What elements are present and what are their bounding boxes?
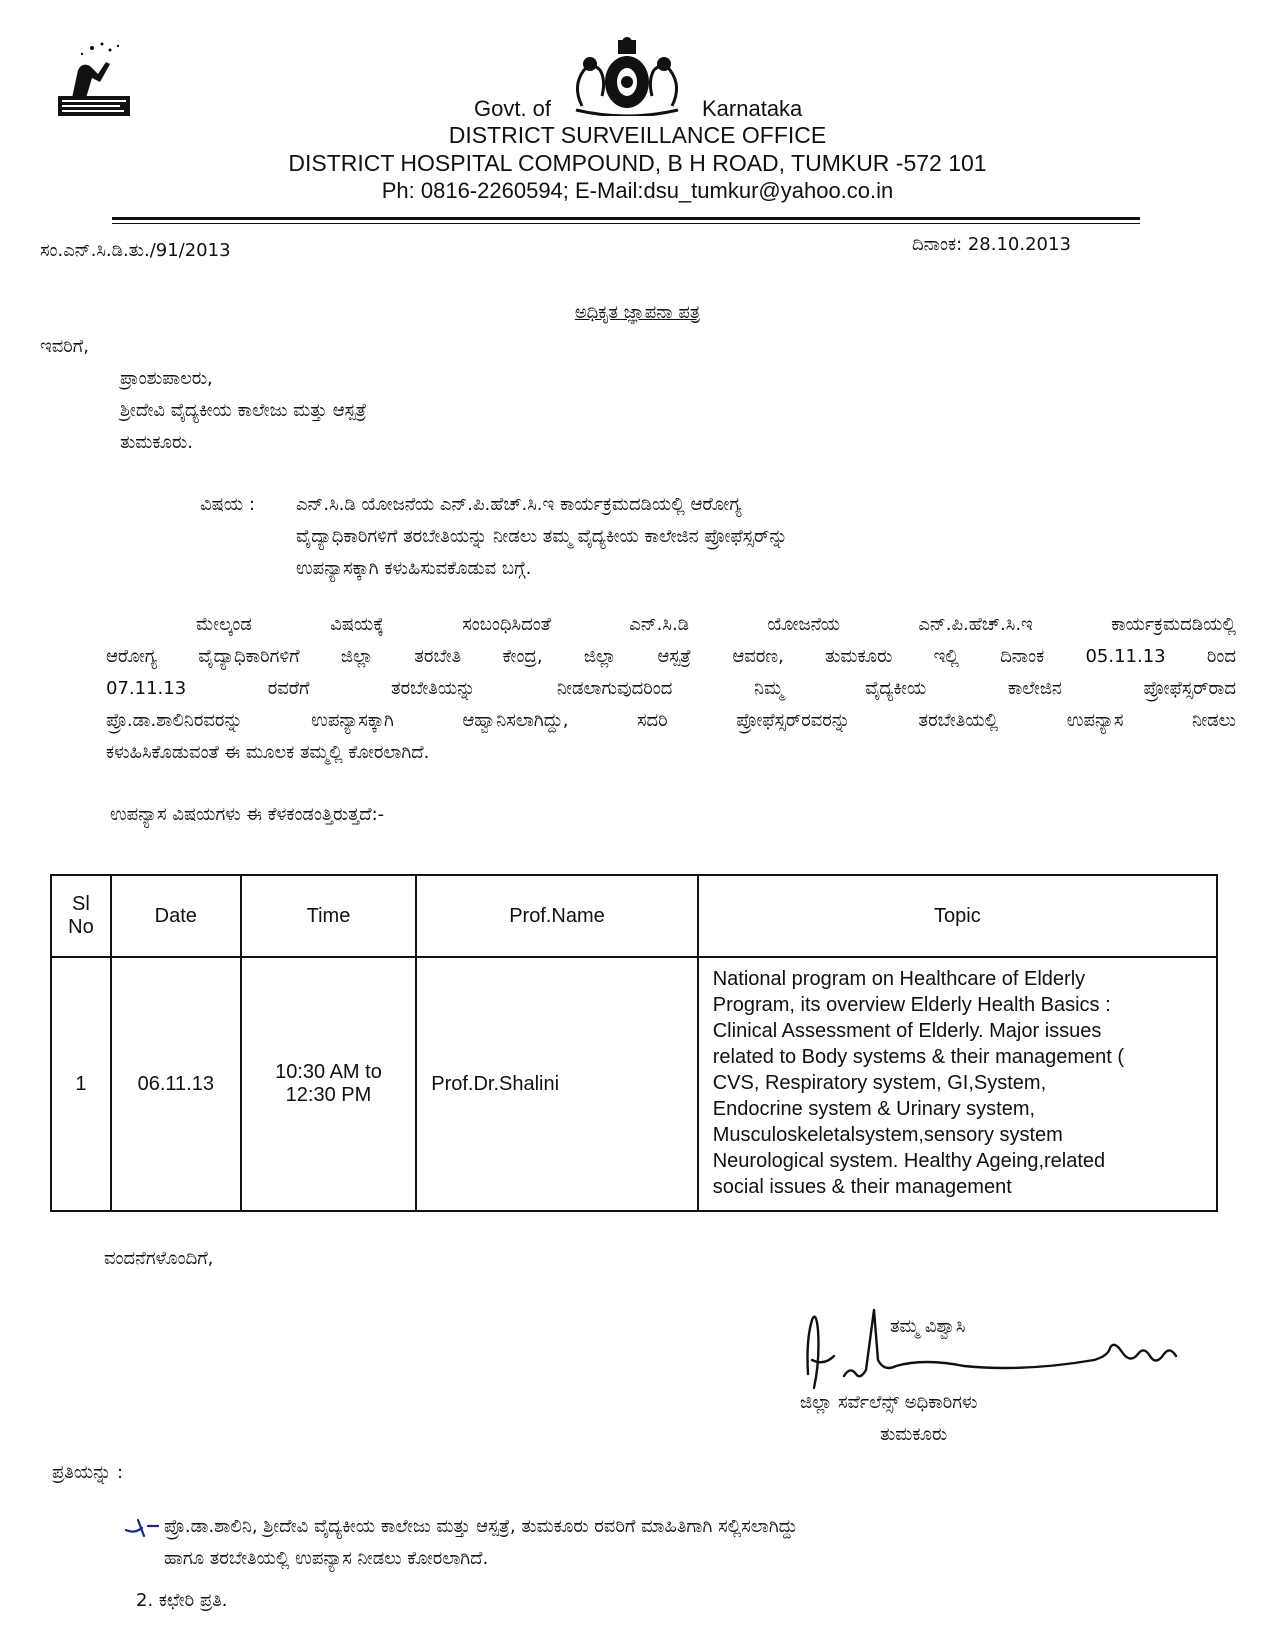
copy-item-2: 2. ಕಛೇರಿ ಪ್ರತಿ. (136, 1590, 228, 1611)
letter-date: ದಿನಾಂಕ: 28.10.2013 (912, 234, 1071, 255)
copies-label: ಪ್ರತಿಯನ್ನು : (52, 1462, 124, 1483)
topic-line: Musculoskeletalsystem,sensory system (712, 1124, 1063, 1146)
copy-item-1: ಪ್ರೊ.ಡಾ.ಶಾಲಿನಿ, ಶ್ರೀದೇವಿ ವೈದ್ಯಕೀಯ ಕಾಲೇಜು ಮತ್ತು ಆಸ್ಪತ್ರೆ, ತುಮಕೂರು ರವರಿಗೆ ಮಾಹಿತಿಗಾಗಿ ಸಲ್ಲಿಸಲಾಗಿದ್ದು (164, 1516, 798, 1537)
letterhead-office: DISTRICT SURVEILLANCE OFFICE (448, 122, 827, 148)
letterhead-govt-of: Govt. of (474, 96, 552, 121)
cell-prof-name: Prof.Dr.Shalini (416, 957, 698, 1211)
cell-time-line: 12:30 PM (285, 1084, 372, 1106)
cell-time-line: 10:30 AM to (275, 1061, 382, 1083)
topic-line: social issues & their management (712, 1176, 1012, 1198)
subject-line: ಉಪನ್ಯಾಸಕ್ಕಾಗಿ ಕಳುಹಿಸುವಕೊಡುವ ಬಗ್ಗೆ. (296, 558, 532, 579)
recipient-line: ಶ್ರೀದೇವಿ ವೈದ್ಯಕೀಯ ಕಾಲೇಜು ಮತ್ತು ಆಸ್ಪತ್ರೆ (120, 400, 367, 421)
topic-line: Program, its overview Elderly Health Basics : (712, 994, 1111, 1016)
header-sl-no-line: Sl (72, 893, 90, 915)
cell-date: 06.11.13 (111, 957, 241, 1211)
lectures-intro: ಉಪನ್ಯಾಸ ವಿಷಯಗಳು ಈ ಕೆಳಕಂಡಂತ್ತಿರುತ್ತದೆ:- (110, 804, 385, 825)
handwritten-tick-icon (124, 1516, 160, 1540)
recipient-label: ಇವರಿಗೆ, (40, 336, 89, 357)
letterhead-contact: Ph: 0816-2260594; E-Mail:dsu_tumkur@yahoo.co.in (381, 178, 894, 203)
body-line: ಮೇಲ್ಕಂಡ ವಿಷಯಕ್ಕೆ ಸಂಬಂಧಿಸಿದಂತೆ ಎನ್.ಸಿ.ಡಿ ಯೋಜನೆಯ ಎನ್.ಪಿ.ಹೆಚ್.ಸಿ.ಇ ಕಾರ್ಯಕ್ರಮದಡಿಯಲ್ಲಿ (196, 614, 1236, 635)
header-prof-name: Prof.Name (416, 875, 698, 957)
lecture-schedule-table (50, 874, 1218, 1212)
body-line: ಆರೋಗ್ಯ ವೈದ್ಯಾಧಿಕಾರಿಗಳಿಗೆ ಜಿಲ್ಲಾ ತರಬೇತಿ ಕೇಂದ್ರ, ಜಿಲ್ಲಾ ಆಸ್ಪತ್ರೆ ಆವರಣ, ತುಮಕೂರು ಇಲ್ಲಿ ದಿನಾಂಕ 05.11.13 ರಿಂದ (106, 646, 1236, 667)
subject-label: ವಿಷಯ : (200, 494, 255, 515)
program-logo-icon (52, 40, 136, 118)
table-row (51, 957, 1217, 1211)
subject-line: ವೈದ್ಯಾಧಿಕಾರಿಗಳಿಗೆ ತರಬೇತಿಯನ್ನು ನೀಡಲು ತಮ್ಮ ವೈದ್ಯಕೀಯ ಕಾಲೇಜಿನ ಪ್ರೋಫೆಸ್ಸರ್‌ನ್ನು (296, 526, 788, 547)
cell-topic (698, 957, 1217, 1211)
cell-time (241, 957, 417, 1211)
header-divider-thick (112, 217, 1140, 220)
body-paragraph (106, 614, 1236, 774)
header-topic: Topic (698, 875, 1217, 957)
letterhead-state: Karnataka (702, 96, 803, 121)
header-date: Date (111, 875, 241, 957)
copy-item-1-continued: ಹಾಗೂ ತರಬೇತಿಯಲ್ಲಿ ಉಪನ್ಯಾಸ ನೀಡಲು ಕೋರಲಾಗಿದೆ. (164, 1548, 489, 1569)
closing-salutation: ವಂದನೆಗಳೊಂದಿಗೆ, (104, 1248, 214, 1269)
topic-line: Neurological system. Healthy Ageing,related (712, 1150, 1106, 1172)
signature-place: ತುಮಕೂರು (880, 1424, 948, 1445)
header-time: Time (241, 875, 417, 957)
signature-title: ಜಿಲ್ಲಾ ಸರ್ವೆಲೆನ್ಸ್ ಅಧಿಕಾರಿಗಳು (800, 1392, 978, 1413)
letterhead-address: DISTRICT HOSPITAL COMPOUND, B H ROAD, TUMKUR -572 101 (288, 150, 987, 176)
reference-number: ಸಂ.ಎನ್.ಸಿ.ಡಿ.ತು./91/2013 (40, 240, 231, 261)
topic-line: CVS, Respiratory system, GI,System, (712, 1072, 1047, 1094)
header-sl-no (51, 875, 111, 957)
recipient-line: ಪ್ರಾಂಶುಪಾಲರು, (120, 368, 213, 389)
signature-yours: ತಮ್ಮ ವಿಶ್ವಾಸಿ (890, 1316, 966, 1337)
topic-line: Clinical Assessment of Elderly. Major issues (712, 1020, 1102, 1042)
handwritten-signature-icon (804, 1300, 1184, 1400)
state-emblem-icon (562, 36, 692, 116)
topic-line: Endocrine system & Urinary system, (712, 1098, 1036, 1120)
table-header-row (51, 875, 1217, 957)
document-title: ಅಧಿಕೃತ ಜ್ಞಾಪನಾ ಪತ್ರ (574, 302, 701, 323)
body-line: ಪ್ರೊ.ಡಾ.ಶಾಲಿನಿರವರನ್ನು ಉಪನ್ಯಾಸಕ್ಕಾಗಿ ಆಹ್ವಾನಿಸಲಾಗಿದ್ದು, ಸದರಿ ಪ್ರೋಫೆಸ್ಸರ್‌ರವರನ್ನು ತರಬೇತಿಯಲ್ಲಿ ಉಪನ್ಯಾಸ ನೀಡಲು (106, 710, 1236, 731)
recipient-line: ತುಮಕೂರು. (120, 432, 193, 453)
topic-line: related to Body systems & their management ( (712, 1046, 1125, 1068)
topic-line: National program on Healthcare of Elderly (712, 968, 1086, 990)
header-divider-thin (112, 223, 1140, 224)
header-sl-no-line: No (68, 916, 94, 938)
subject-line: ಎನ್.ಸಿ.ಡಿ ಯೋಜನೆಯ ಎನ್.ಪಿ.ಹೆಚ್.ಸಿ.ಇ ಕಾರ್ಯಕ್ರಮದಡಿಯಲ್ಲಿ ಆರೋಗ್ಯ (296, 494, 742, 515)
body-line: 07.11.13 ರವರೆಗೆ ತರಬೇತಿಯನ್ನು ನೀಡಲಾಗುವುದರಿಂದ ನಿಮ್ಮ ವೈದ್ಯಕೀಯ ಕಾಲೇಜಿನ ಪ್ರೋಫೆಸ್ಸರ್‌ರಾದ (106, 678, 1236, 699)
cell-sl: 1 (51, 957, 111, 1211)
body-line: ಕಳುಹಿಸಿಕೊಡುವಂತೆ ಈ ಮೂಲಕ ತಮ್ಮಲ್ಲಿ ಕೋರಲಾಗಿದೆ. (106, 742, 430, 763)
